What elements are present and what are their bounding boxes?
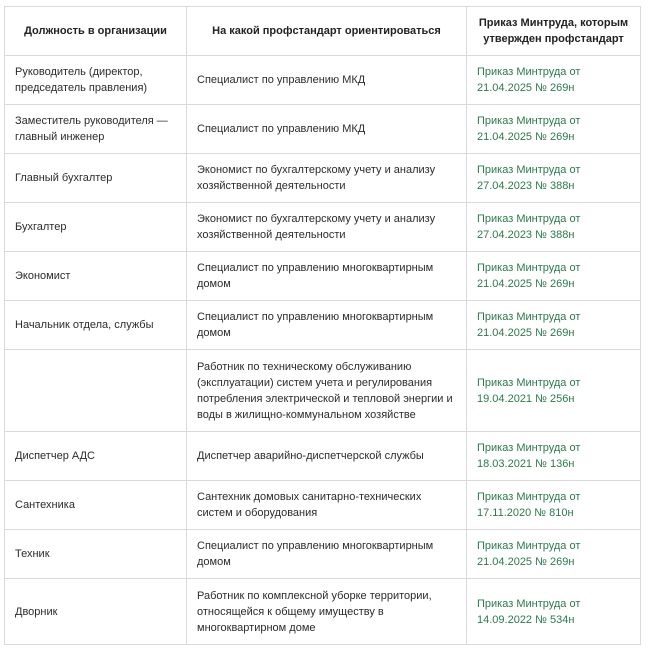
cell-position: Дворник [5, 579, 187, 645]
cell-order: Приказ Минтруда от 17.11.2020 № 810н [467, 481, 641, 530]
table-row [5, 56, 641, 105]
cell-order: Приказ Минтруда от 21.04.2025 № 269н [467, 530, 641, 579]
table-row [5, 481, 641, 530]
cell-order: Приказ Минтруда от 21.04.2025 № 269н [467, 252, 641, 301]
cell-order: Приказ Минтруда от 27.04.2023 № 388н [467, 203, 641, 252]
cell-position [5, 350, 187, 432]
cell-position: Сантехника [5, 481, 187, 530]
cell-position: Начальник отдела, службы [5, 301, 187, 350]
cell-standard: Специалист по управлению МКД [187, 56, 467, 105]
header-order: Приказ Минтруда, которым утвержден профстандарт [467, 7, 641, 56]
cell-position: Диспетчер АДС [5, 432, 187, 481]
table-row [5, 579, 641, 645]
header-standard: На какой профстандарт ориентироваться [187, 7, 467, 56]
table-row [5, 154, 641, 203]
cell-position: Главный бухгалтер [5, 154, 187, 203]
cell-order: Приказ Минтруда от 21.04.2025 № 269н [467, 301, 641, 350]
profstandards-table [4, 6, 641, 645]
cell-standard: Специалист по управлению МКД [187, 105, 467, 154]
table-row [5, 350, 641, 432]
cell-standard: Диспетчер аварийно-диспетчерской службы [187, 432, 467, 481]
table-row [5, 203, 641, 252]
cell-order: Приказ Минтруда от 21.04.2025 № 269н [467, 105, 641, 154]
cell-standard: Специалист по управлению многоквартирным домом [187, 301, 467, 350]
cell-standard: Работник по комплексной уборке территории, относящейся к общему имуществу в многоквартирном доме [187, 579, 467, 645]
cell-standard: Специалист по управлению многоквартирным домом [187, 530, 467, 579]
cell-standard: Экономист по бухгалтерскому учету и анализу хозяйственной деятельности [187, 203, 467, 252]
table-row [5, 432, 641, 481]
cell-order: Приказ Минтруда от 21.04.2025 № 269н [467, 56, 641, 105]
cell-order: Приказ Минтруда от 14.09.2022 № 534н [467, 579, 641, 645]
cell-order: Приказ Минтруда от 18.03.2021 № 136н [467, 432, 641, 481]
cell-position: Бухгалтер [5, 203, 187, 252]
table-row [5, 105, 641, 154]
cell-order: Приказ Минтруда от 19.04.2021 № 256н [467, 350, 641, 432]
cell-standard: Экономист по бухгалтерскому учету и анализу хозяйственной деятельности [187, 154, 467, 203]
cell-position: Техник [5, 530, 187, 579]
header-position: Должность в организации [5, 7, 187, 56]
cell-standard: Специалист по управлению многоквартирным домом [187, 252, 467, 301]
cell-position: Заместитель руководителя — главный инженер [5, 105, 187, 154]
cell-position: Экономист [5, 252, 187, 301]
cell-position: Руководитель (директор, председатель правления) [5, 56, 187, 105]
table-row [5, 301, 641, 350]
cell-standard: Сантехник домовых санитарно-технических систем и оборудования [187, 481, 467, 530]
cell-standard: Работник по техническому обслуживанию (эксплуатации) систем учета и регулирования потребления электрической и тепловой энергии и воды в жилищно-коммунальном хозяйстве [187, 350, 467, 432]
header-row [5, 7, 641, 56]
cell-order: Приказ Минтруда от 27.04.2023 № 388н [467, 154, 641, 203]
table-row [5, 530, 641, 579]
table-row [5, 252, 641, 301]
